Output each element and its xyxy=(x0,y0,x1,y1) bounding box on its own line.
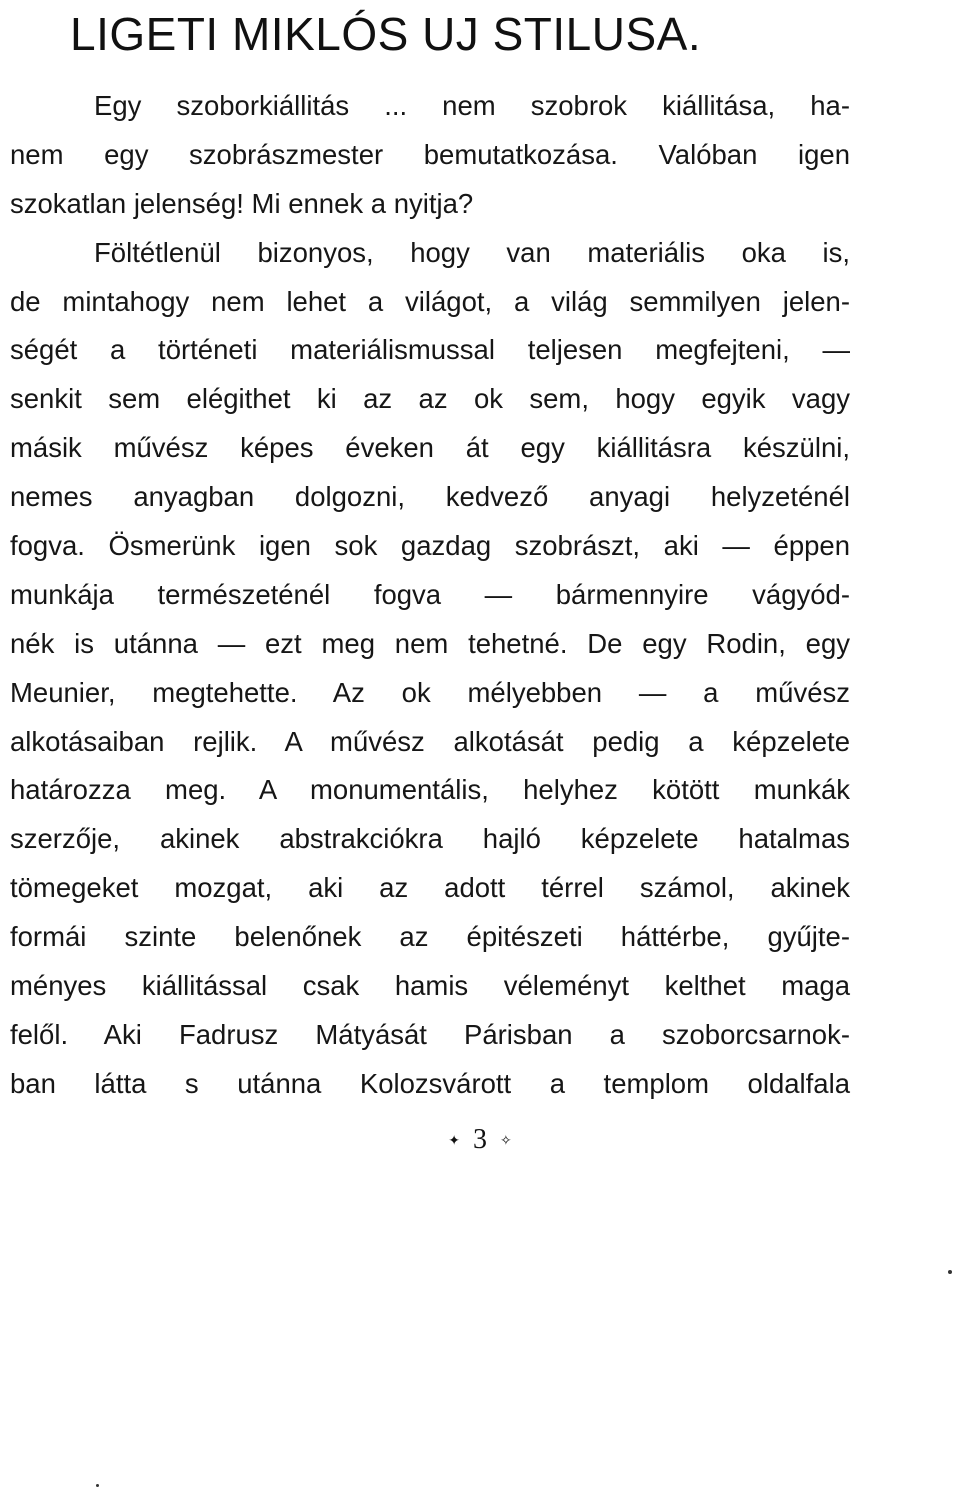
text-line: nemes anyagban dolgozni, kedvező anyagi helyzeténél xyxy=(10,481,850,513)
text-line: másik művész képes éveken át egy kiállitásra készülni, xyxy=(10,432,850,464)
body-text xyxy=(10,82,850,1109)
text-line: senkit sem elégithet ki az az ok sem, hogy egyik vagy xyxy=(10,383,850,415)
text-line: fogva. Ösmerünk igen sok gazdag szobrászt, aki — éppen xyxy=(10,530,850,562)
text-line: formái szinte belenőnek az épitészeti háttérbe, gyűjte- xyxy=(10,921,850,953)
text-line: nem egy szobrászmester bemutatkozása. Valóban igen xyxy=(10,138,850,170)
ornament-right-icon: ✧ xyxy=(500,1133,512,1149)
ink-speck xyxy=(96,1484,99,1487)
text-line: határozza meg. A monumentális, helyhez kötött munkák xyxy=(10,774,850,806)
text-line: Föltétlenül bizonyos, hogy van materiális oka is, xyxy=(94,236,850,268)
text-line: ségét a történeti materiálismussal teljesen megfejteni, — xyxy=(10,334,850,366)
text-line: szerzője, akinek abstrakciókra hajló képzelete hatalmas xyxy=(10,823,850,855)
page-title: LIGETI MIKLÓS UJ STILUSA. xyxy=(70,8,702,60)
text-line: ban látta s utánna Kolozsvárott a templom oldalfala xyxy=(10,1067,850,1099)
ornament-left-icon: ✦ xyxy=(448,1133,460,1149)
page-number: 3 xyxy=(473,1124,487,1155)
text-line: tömegeket mozgat, aki az adott térrel számol, akinek xyxy=(10,872,850,904)
text-line: alkotásaiban rejlik. A művész alkotását pedig a képzelete xyxy=(10,725,850,757)
text-line: munkája természeténél fogva — bármennyire vágyód- xyxy=(10,578,850,610)
text-line: felől. Aki Fadrusz Mátyását Párisban a szoborcsarnok- xyxy=(10,1018,850,1050)
ink-speck xyxy=(948,1270,952,1274)
text-line: Meunier, megtehette. Az ok mélyebben — a művész xyxy=(10,676,850,708)
text-line: nék is utánna — ezt meg nem tehetné. De egy Rodin, egy xyxy=(10,627,850,659)
text-line: szokatlan jelenség! Mi ennek a nyitja? xyxy=(10,187,474,219)
text-line: de mintahogy nem lehet a világot, a világ semmilyen jelen- xyxy=(10,285,850,317)
page-footer xyxy=(380,1120,580,1162)
text-line: Egy szoborkiállitás ... nem szobrok kiállitása, ha- xyxy=(94,90,850,121)
text-line: ményes kiállitással csak hamis véleményt kelthet maga xyxy=(10,970,850,1002)
